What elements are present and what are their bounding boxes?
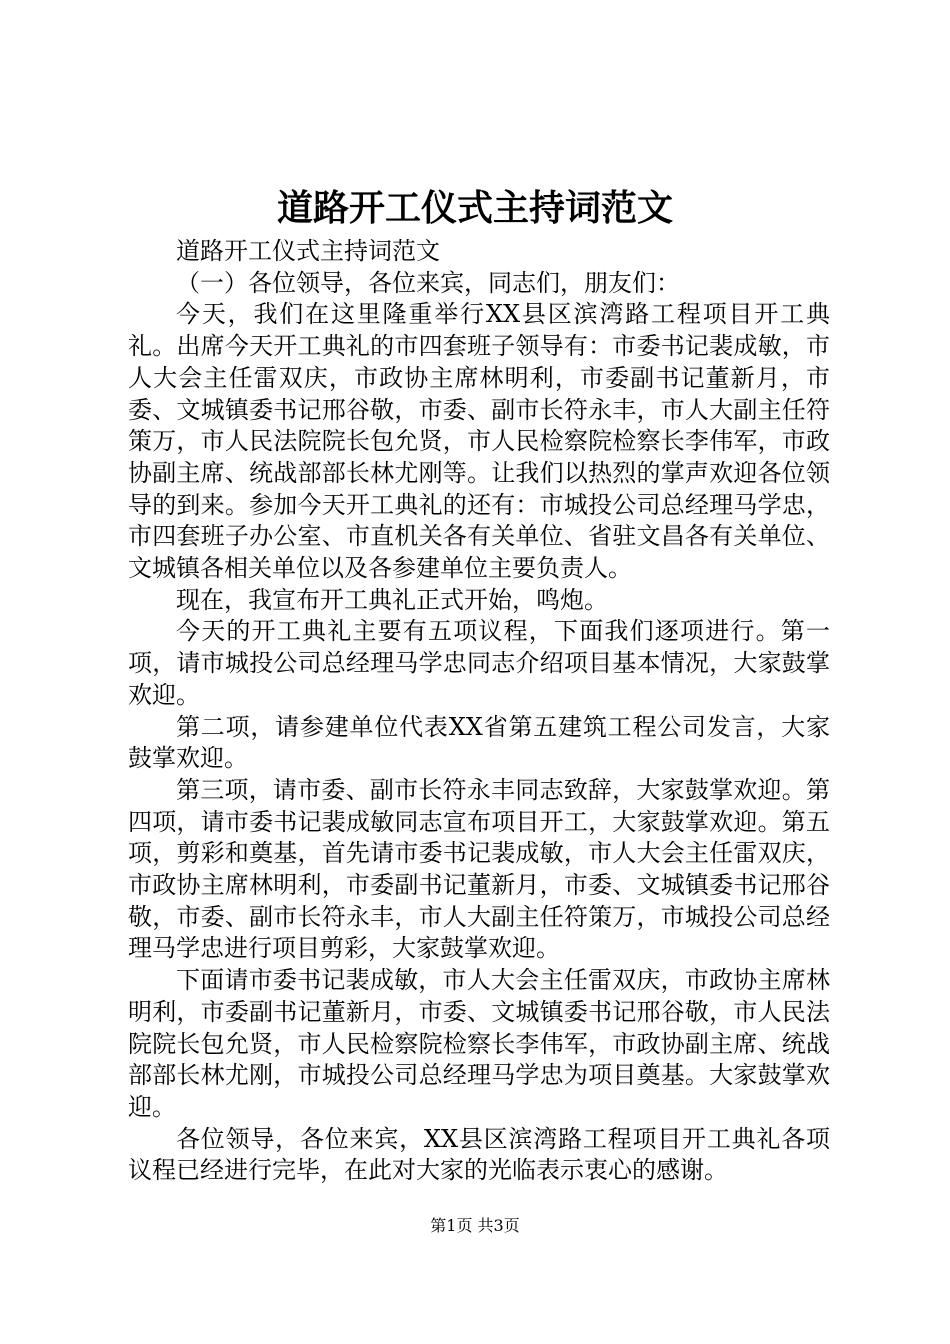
- document-body: [128, 236, 830, 1187]
- paragraph-agenda-item-2: 第二项，请参建单位代表XX省第五建筑工程公司发言，大家鼓掌欢迎。: [128, 712, 830, 773]
- document-title: 道路开工仪式主持词范文: [276, 187, 673, 229]
- paragraph-groundbreaking: 下面请市委书记裴成敏，市人大会主任雷双庆，市政协主席林明利，市委副书记董新月，市委、文城镇委书记邢谷敬，市人民法院院长包允贤，市人民检察院检察长李伟军，市政协副主席、统战部部长林尤刚，市城投公司总经理马学忠为项目奠基。大家鼓掌欢迎。: [128, 966, 830, 1121]
- paragraph-greeting: （一）各位领导，各位来宾，同志们，朋友们：: [176, 268, 680, 297]
- paragraph-closing: 各位领导，各位来宾，XX县区滨湾路工程项目开工典礼各项议程已经进行完毕，在此对大家的光临表示衷心的感谢。: [128, 1124, 830, 1185]
- paragraph-attendees: 今天，我们在这里隆重举行XX县区滨湾路工程项目开工典礼。出席今天开工典礼的市四套班子领导有：市委书记裴成敏，市人大会主任雷双庆，市政协主席林明利，市委副书记董新月，市委、文城镇委书记邢谷敬，市委、副市长符永丰，市人大副主任符策万，市人民法院院长包允贤，市人民检察院检察长李伟军，市政协副主席、统战部部长林尤刚等。让我们以热烈的掌声欢迎各位领导的到来。参加今天开工典礼的还有：市城投公司总经理马学忠，市四套班子办公室、市直机关各有关单位、省驻文昌各有关单位、文城镇各相关单位以及各参建单位主要负责人。: [128, 300, 830, 583]
- paragraph-subtitle: 道路开工仪式主持词范文: [176, 237, 440, 265]
- paragraph-agenda-items-3-5: 第三项，请市委、副市长符永丰同志致辞，大家鼓掌欢迎。第四项，请市委书记裴成敏同志宣布项目开工，大家鼓掌欢迎。第五项，剪彩和奠基，首先请市委书记裴成敏，市人大会主任雷双庆，市政协主席林明利，市委副书记董新月，市委、文城镇委书记邢谷敬，市委、副市长符永丰，市人大副主任符策万，市城投公司总经理马学忠进行项目剪彩，大家鼓掌欢迎。: [128, 775, 830, 963]
- paragraph-opening: 现在，我宣布开工典礼正式开始，鸣炮。: [176, 585, 608, 614]
- page-footer: 第1页 共3页: [430, 1216, 520, 1235]
- paragraph-agenda-item-1: 今天的开工典礼主要有五项议程，下面我们逐项进行。第一项，请市城投公司总经理马学忠同志介绍项目基本情况，大家鼓掌欢迎。: [128, 617, 830, 709]
